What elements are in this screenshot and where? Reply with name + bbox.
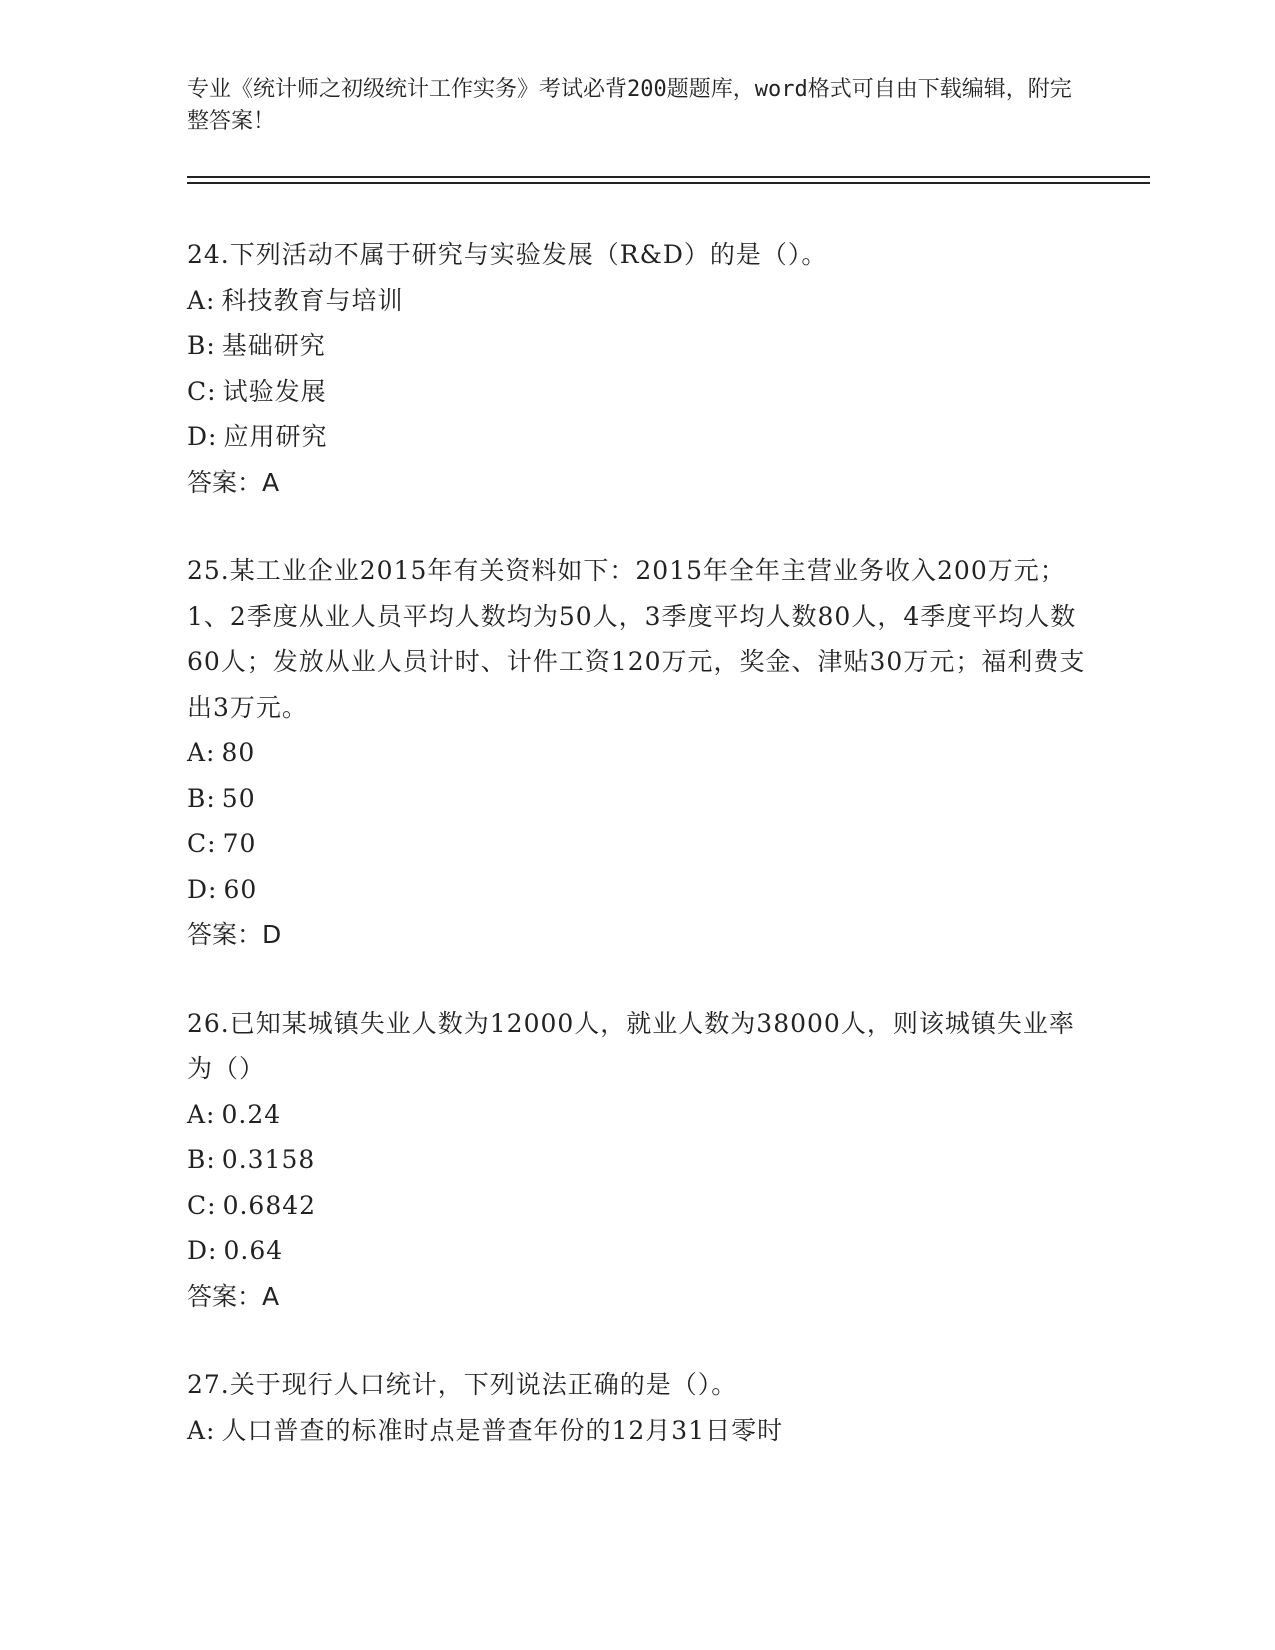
option-c <box>187 1183 1087 1229</box>
question-27 <box>187 1362 1087 1453</box>
option-a <box>187 730 1087 776</box>
option-key: A: <box>187 285 216 315</box>
option-key: B: <box>187 331 216 360</box>
question-stem: 25.某工业企业2015年有关资料如下：2015年全年主营业务收入200万元；1、2季度从业人员平均人数均为50人，3季度平均人数80人，4季度平均人数60人；发放从业人员计时、计件工资120万元，奖金、津贴30万元；福利费支出3万元。 <box>187 556 1086 722</box>
option-key: C: <box>187 829 217 858</box>
option-text: 0.24 <box>221 1099 282 1129</box>
option-text: 试验发展 <box>222 376 327 406</box>
option-text: 70 <box>222 829 257 858</box>
option-key: D: <box>187 874 218 904</box>
option-text: 基础研究 <box>221 331 326 360</box>
option-a <box>187 1408 1087 1454</box>
option-text: 人口普查的标准时点是普查年份的12月31日零时 <box>221 1415 784 1445</box>
option-key: A: <box>187 738 216 767</box>
option-text: 50 <box>221 783 256 813</box>
option-d <box>187 1228 1087 1274</box>
document-header: 专业《统计师之初级统计工作实务》考试必背200题题库，word格式可自由下载编辑，附完整答案！ <box>187 77 1072 134</box>
option-key: D: <box>187 422 218 451</box>
option-text: 科技教育与培训 <box>221 285 404 315</box>
option-text: 应用研究 <box>223 422 328 451</box>
option-text: 0.64 <box>223 1236 284 1265</box>
option-key: A: <box>187 1099 216 1129</box>
option-b <box>187 776 1087 822</box>
question-stem: 27.关于现行人口统计，下列说法正确的是（）。 <box>187 1370 738 1399</box>
question-26 <box>187 1001 1087 1320</box>
option-a <box>187 278 1087 324</box>
option-key: A: <box>187 1415 216 1445</box>
option-c <box>187 369 1087 415</box>
answer-line: 答案：D <box>187 920 282 949</box>
question-24 <box>187 232 1087 505</box>
option-key: B: <box>187 1145 216 1174</box>
header-rule-bottom <box>187 182 1150 184</box>
header-rule-top <box>187 176 1150 178</box>
option-text: 60 <box>223 874 258 904</box>
option-text: 80 <box>221 738 256 767</box>
option-key: D: <box>187 1236 218 1265</box>
option-text: 0.3158 <box>221 1145 316 1174</box>
option-d <box>187 867 1087 913</box>
question-stem: 26.已知某城镇失业人数为12000人，就业人数为38000人，则该城镇失业率为（） <box>187 1008 1075 1083</box>
option-key: B: <box>187 783 216 813</box>
answer-line: 答案：A <box>187 467 280 497</box>
option-b <box>187 1137 1087 1183</box>
option-d <box>187 414 1087 460</box>
option-a <box>187 1092 1087 1138</box>
option-b <box>187 323 1087 369</box>
option-text: 0.6842 <box>222 1190 317 1220</box>
question-25 <box>187 548 1087 958</box>
option-key: C: <box>187 376 217 406</box>
question-list <box>187 232 1087 1496</box>
question-stem: 24.下列活动不属于研究与实验发展（R&D）的是（）。 <box>187 240 828 269</box>
answer-line: 答案：A <box>187 1281 280 1311</box>
option-c <box>187 821 1087 867</box>
option-key: C: <box>187 1190 217 1220</box>
